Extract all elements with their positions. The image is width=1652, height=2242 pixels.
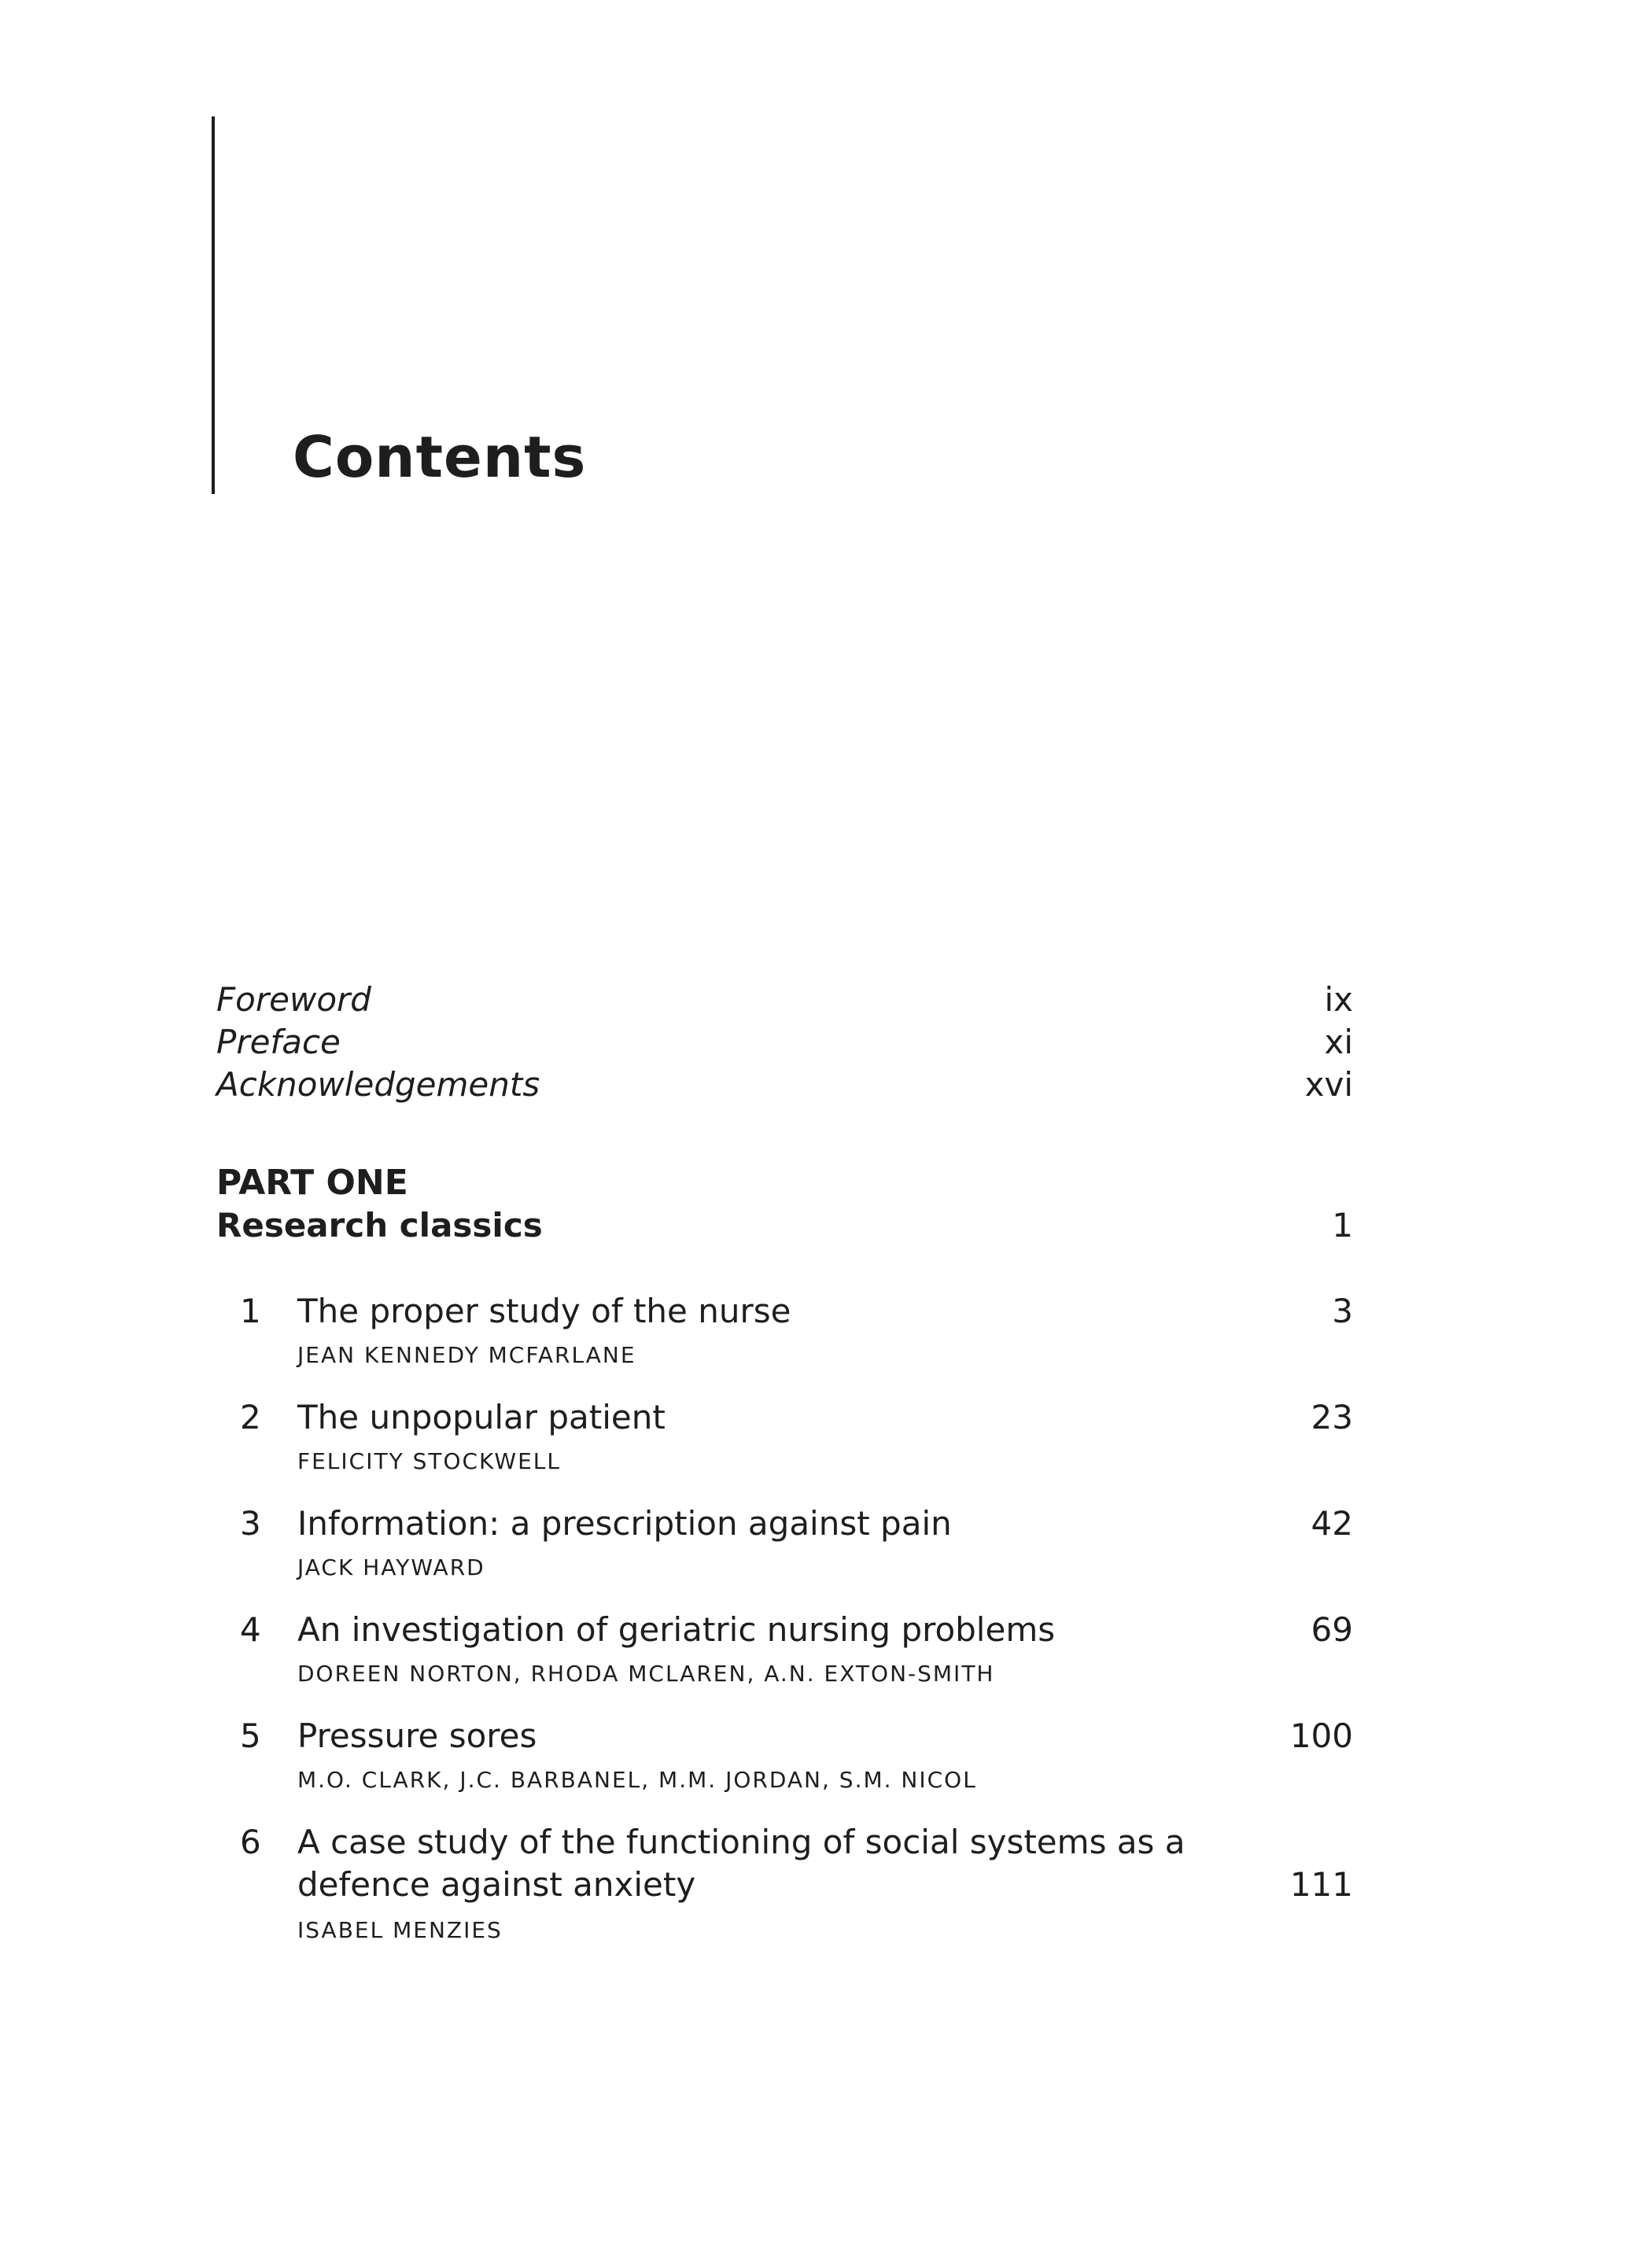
part-label: PART ONE (216, 1163, 408, 1203)
chapter-author: M.O. CLARK, J.C. BARBANEL, M.M. JORDAN, S.M. NICOL (297, 1767, 977, 1793)
toc-entry-page: xi (1324, 1023, 1353, 1061)
part-title: Research classics (216, 1206, 543, 1245)
chapter-number: 2 (240, 1398, 261, 1436)
chapter-author: JEAN KENNEDY MCFARLANE (297, 1342, 636, 1368)
chapter-author: JACK HAYWARD (297, 1554, 485, 1580)
toc-entry-label: Foreword (216, 980, 371, 1019)
page-title: Contents (293, 424, 587, 490)
chapter-title: The unpopular patient (297, 1398, 666, 1436)
chapter-title: Pressure sores (297, 1717, 537, 1755)
chapter-number: 3 (240, 1504, 261, 1543)
chapter-title: An investigation of geriatric nursing problems (297, 1610, 1056, 1649)
toc-entry-page: 1 (1332, 1206, 1353, 1245)
decorative-vertical-rule (212, 116, 215, 494)
chapter-author: FELICITY STOCKWELL (297, 1448, 561, 1474)
toc-entry-preface[interactable] (216, 1022, 1353, 1069)
chapter-number: 1 (240, 1292, 261, 1330)
chapter-number: 6 (240, 1823, 261, 1861)
chapter-page: 23 (1311, 1398, 1353, 1436)
chapter-page: 69 (1311, 1610, 1353, 1649)
chapter-number: 4 (240, 1610, 261, 1649)
toc-entry-acknowledgements[interactable] (216, 1064, 1353, 1112)
chapter-title-line-2: defence against anxiety (297, 1865, 696, 1904)
chapter-page: 3 (1332, 1292, 1353, 1330)
chapter-page: 111 (1289, 1865, 1353, 1904)
chapter-number: 5 (240, 1717, 261, 1755)
chapter-title: The proper study of the nurse (297, 1292, 791, 1330)
chapter-title: A case study of the functioning of social systems as a (297, 1823, 1186, 1861)
chapter-page: 100 (1289, 1717, 1353, 1755)
chapter-author: ISABEL MENZIES (297, 1917, 503, 1943)
toc-entry-foreword[interactable] (216, 979, 1353, 1027)
toc-entry-label: Acknowledgements (216, 1065, 540, 1104)
toc-entry-page: xvi (1304, 1065, 1353, 1104)
chapter-page: 42 (1311, 1504, 1353, 1543)
toc-entry-part-one[interactable] (216, 1205, 1353, 1252)
chapter-title: Information: a prescription against pain (297, 1504, 952, 1543)
chapter-author: DOREEN NORTON, RHODA MCLAREN, A.N. EXTON-SMITH (297, 1661, 995, 1687)
toc-entry-label: Preface (216, 1023, 341, 1061)
toc-entry-page: ix (1324, 980, 1353, 1019)
